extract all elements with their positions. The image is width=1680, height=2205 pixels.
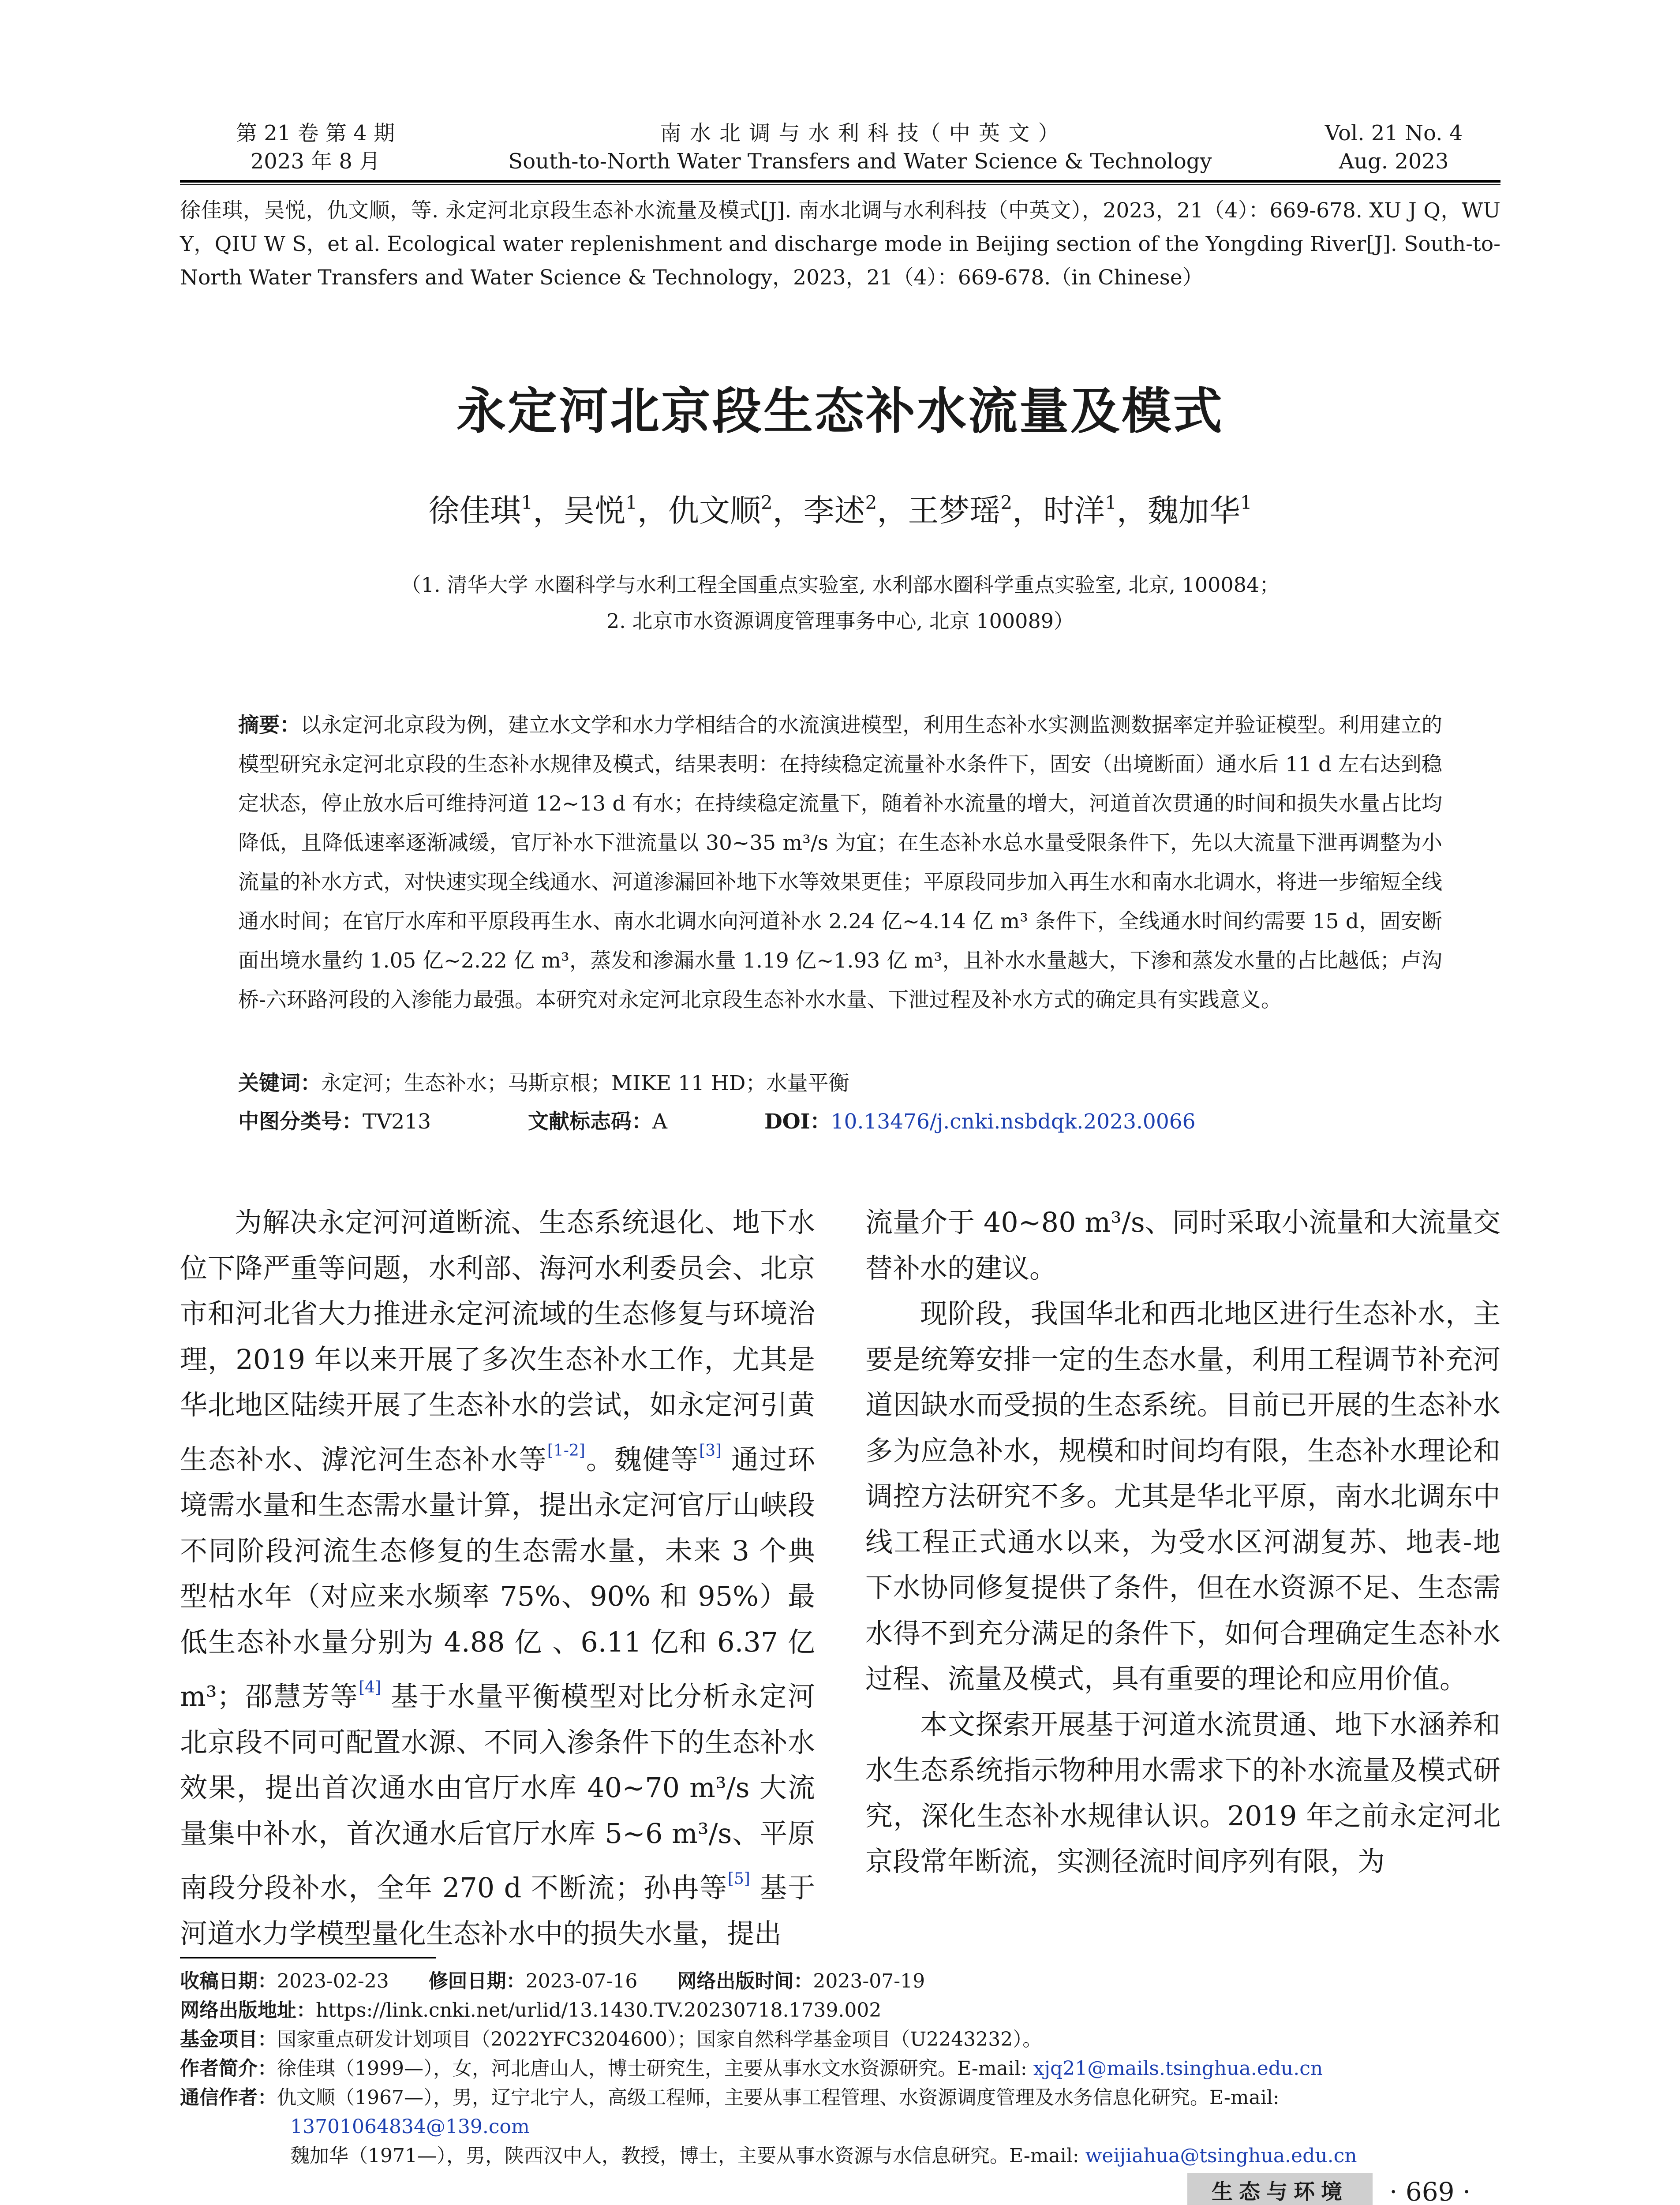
author: 魏加华$^1$ [1147,492,1252,529]
abstract-label: 摘要： [238,713,301,737]
author-bio-row: 作者简介：徐佳琪（1999—），女，河北唐山人，博士研究生，主要从事水文水资源研究。E-mail: xjq21@mails.tsinghua.edu.cn [180,2057,1323,2080]
reference-link[interactable]: [5] [727,1870,750,1888]
corresponding-email-1[interactable]: 13701064834@139.com [290,2115,530,2138]
corresponding-email-2[interactable]: weijiahua@tsinghua.edu.cn [1085,2145,1357,2167]
journal-name-cn: 南 水 北 调 与 水 利 科 技（ 中 英 文 ） [660,121,1060,146]
fund-row: 基金项目：国家重点研发计划项目（2022YFC3204600）；国家自然科学基金项目（U2243232）。 [180,2028,1042,2051]
clc-number: 中图分类号：TV213 [238,1110,431,1134]
section-tab: 生态与环境 [1187,2173,1373,2205]
author: 王梦瑶$^2$， [908,492,1044,529]
doi-link[interactable]: 10.13476/j.cnki.nsbdqk.2023.0066 [831,1110,1196,1134]
keywords-text: 永定河；生态补水；马斯京根；MIKE 11 HD；水量平衡 [321,1071,849,1095]
affiliation-1: （1. 清华大学 水圈科学与水利工程全国重点实验室, 水利部水圈科学重点实验室, 北京, 100084； [400,573,1280,597]
volume-issue: 第 21 卷 第 4 期 [236,121,395,146]
author: 李述$^2$， [803,492,908,529]
corresponding-author-row: 通信作者：仇文顺（1967—），男，辽宁北宁人，高级工程师，主要从事工程管理、水资源调度管理及水务信息化研究。E-mail: 13701064834@139.com [180,2086,1280,2138]
volume-issue-en: Vol. 21 No. 4 [1325,121,1463,146]
abstract [238,706,1442,1020]
author: 仇文顺$^2$， [668,492,804,529]
online-url[interactable]: https://link.cnki.net/urlid/13.1430.TV.20230718.1739.002 [316,1999,882,2022]
reference-link[interactable]: [1-2] [547,1441,585,1460]
affiliation-2: 2. 北京市水资源调度管理事务中心, 北京 100089） [606,609,1074,633]
issue-date-en: Aug. 2023 [1339,149,1449,174]
author-list [180,478,1500,535]
header-rule-thick [180,180,1500,183]
issue-date: 2023 年 8 月 [250,149,381,174]
document-code: 文献标志码：A [528,1110,667,1134]
keywords [238,1066,1442,1101]
dates-row: 收稿日期：2023-02-23 修回日期：2023-07-16 网络出版时间：2023-07-19 [180,1970,925,1992]
body-paragraph-2: 现阶段，我国华北和西北地区进行生态补水，主要是统筹安排一定的生态水量，利用工程调节补充河道因缺水而受损的生态系统。目前已开展的生态补水多为应急补水，规模和时间均有限，生态补水理论和调控方法研究不多。尤其是华北平原，南水北调东中线工程正式通水以来，为受水区河湖复苏、地表-地下水协同修复提供了条件，但在水资源不足、生态需水得不到充分满足的条件下，如何合理确定生态补水过程、流量及模式，具有重要的理论和应用价值。 [865,1297,1500,1695]
reference-link[interactable]: [4] [359,1678,382,1697]
body-column-left [180,1200,815,1956]
corresponding-author-row-2: 魏加华（1971—），男，陕西汉中人，教授，博士，主要从事水资源与水信息研究。E-mail: weijiahua@tsinghua.edu.cn [290,2145,1357,2167]
body-column-right [865,1200,1500,1884]
running-header-left [223,119,408,176]
abstract-text: 以永定河北京段为例，建立水文学和水力学相结合的水流演进模型，利用生态补水实测监测数据率定并验证模型。利用建立的模型研究永定河北京段的生态补水规律及模式，结果表明：在持续稳定流量补水条件下，固安（出境断面）通水后 11 d 左右达到稳定状态，停止放水后可维持河道 12~13 d 有水；在持续稳定流量下，随着补水流量的增大，河道首次贯通的时间和损失水量占比均降低，且降低速率逐渐减缓，官厅补水下泄流量以 30~35 m³/s 为宜；在生态补水总水量受限条件下，先以大流量下泄再调整为小流量的补水方式，对快速实现全线通水、河道渗漏回补地下水等效果更佳；平原段同步加入再生水和南水北调水，将进一步缩短全线通水时间；在官厅水库和平原段再生水、南水北调水向河道补水 2.24 亿~4.14 亿 m³ 条件下，全线通水时间约需要 15 d，固安断面出境水量约 1.05 亿~2.22 亿 m³，蒸发和渗漏水量 1.19 亿~1.93 亿 m³，且补水水量越大，下渗和蒸发水量的占比越低；卢沟桥-六环路河段的入渗能力最强。本研究对永定河北京段生态补水水量、下泄过程及补水方式的确定具有实践意义。 [238,713,1443,1012]
reference-link[interactable]: [3] [699,1441,722,1460]
author: 时洋$^1$， [1043,492,1148,529]
classification-line [238,1105,1442,1139]
citation: 徐佳琪，吴悦，仇文顺，等. 永定河北京段生态补水流量及模式[J]. 南水北调与水利科技（中英文），2023，21（4）：669-678. XU J Q，WU Y，QIU W S，et al. Ecological water replenishment and discharge mode in Beijing section of the Yongding River[J]. South-to-North Water Transfers and Water Science & Technology，2023，21（4）：669-678.（in Chinese） [180,198,1500,290]
keywords-label: 关键词： [238,1071,321,1095]
author: 吴悦$^1$， [564,492,668,529]
page-number: · 669 · [1389,2177,1471,2205]
article-title: 永定河北京段生态补水流量及模式 [456,383,1224,440]
body-paragraph-3: 本文探索开展基于河道水流贯通、地下水涵养和水生态系统指示物种用水需求下的补水流量及模式研究，深化生态补水规律认识。2019 年之前永定河北京段常年断流，实测径流时间序列有限，为 [865,1708,1500,1877]
online-url-row: 网络出版地址：https://link.cnki.net/urlid/13.1430.TV.20230718.1739.002 [180,1999,882,2022]
running-header-right [1279,119,1508,176]
header-rule-thin [180,184,1500,185]
running-header-center [507,119,1213,176]
footnote-rule [180,1957,436,1958]
author: 徐佳琪$^1$， [428,492,564,529]
author-email[interactable]: xjq21@mails.tsinghua.edu.cn [1033,2057,1323,2080]
affiliations [180,567,1500,639]
journal-name-en: South-to-North Water Transfers and Water Science & Technology [508,149,1212,174]
body-paragraph-1: 为解决永定河河道断流、生态系统退化、地下水位下降严重等问题，水利部、海河水利委员会、北京市和河北省大力推进永定河流域的生态修复与环境治理，2019 年以来开展了多次生态补水工作，尤其是华北地区陆续开展了生态补水的尝试，如永定河引黄生态补水、滹沱河生态补水等[1-2]。魏健等[3] 通过环境需水量和生态需水量计算，提出永定河官厅山峡段不同阶段河流生态修复的生态需水量，未来 3 个典型枯水年（对应来水频率 75%、90% 和 95%）最低生态补水量分别为 4.88 亿 、6.11 亿和 6.37 亿 m³；邵慧芳等[4] 基于水量平衡模型对比分析永定河北京段不同可配置水源、不同入渗条件下的生态补水效果，提出首次通水由官厅水库 40~70 m³/s 大流量集中补水，首次通水后官厅水库 5~6 m³/s、平原南段分段补水，全年 270 d 不断流；孙冉等[5] 基于河道水力学模型量化生态补水中的损失水量，提出 [180,1206,815,1950]
doi: DOI：10.13476/j.cnki.nsbdqk.2023.0066 [764,1105,1244,1139]
footnote [180,1967,1500,2171]
body-paragraph-1-continued: 流量介于 40~80 m³/s、同时采取小流量和大流量交替补水的建议。 [865,1206,1500,1284]
